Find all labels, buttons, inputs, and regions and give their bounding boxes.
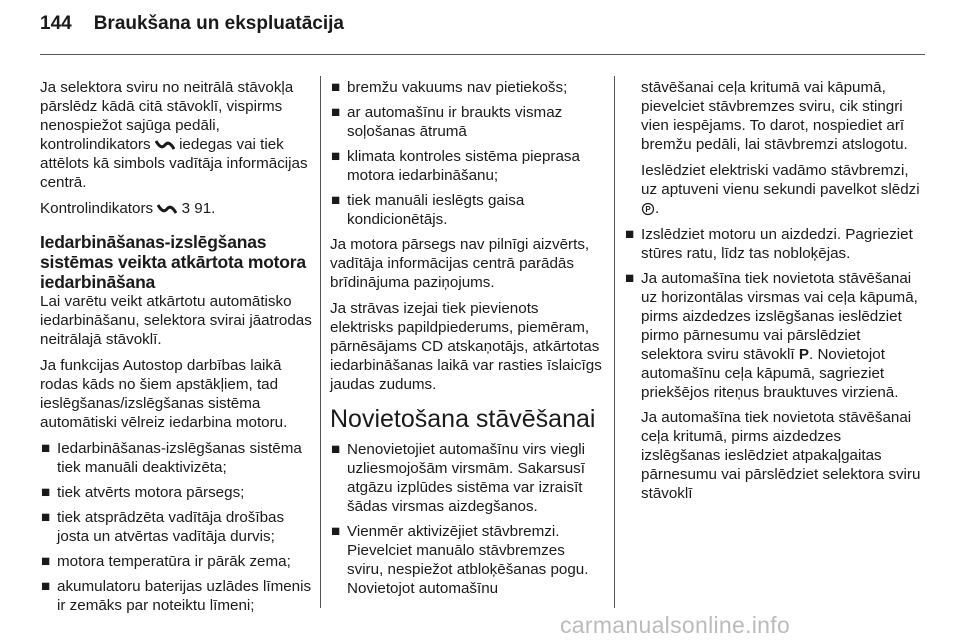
- column-1: [40, 78, 312, 621]
- list-item: [40, 552, 312, 571]
- list-item: [330, 191, 602, 229]
- section-heading-large: Novietošana stāvēšanai: [330, 405, 596, 433]
- list-item: [330, 78, 602, 97]
- bullet-icon: ■: [331, 441, 341, 458]
- paragraph: Ja strāvas izejai tiek pievienots elektrisks papildpiederums, piemēram, pārnēsājams CD atskaņotājs, atkārtotas iedarbināšanas laikā var rasties īslaicīgs jaudas zudums.: [330, 300, 602, 393]
- bullet-icon: ■: [331, 104, 341, 121]
- paragraph: Lai varētu veikt atkārtotu automātisko iedarbināšanu, selektora svirai jāatrodas neitrālajā stāvoklī.: [40, 293, 312, 348]
- list-item-text: . Novietojot automašīnu ceļa kāpumā, sagrieziet priekšējos riteņus brauktuves virzienā.: [641, 346, 899, 401]
- list-item: [624, 225, 924, 263]
- text: Kontrolindikators: [40, 200, 154, 217]
- bullet-icon: ■: [41, 509, 51, 526]
- autostop-indicator-icon: [157, 199, 177, 218]
- condition-list: [40, 439, 312, 615]
- bullet-icon: ■: [625, 226, 635, 243]
- bullet-icon: ■: [41, 578, 51, 595]
- text: iedegas vai tiek attēlots kā simbols vadītāja informācijas centrā.: [40, 136, 308, 191]
- list-item-text: klimata kontroles sistēma pieprasa motora iedarbināšanu;: [347, 148, 580, 184]
- gear-position-p: P: [798, 346, 809, 363]
- list-item-text: tiek manuāli ieslēgts gaisa kondicionētājs.: [347, 192, 525, 228]
- paragraph: [40, 78, 312, 192]
- list-item-text: bremžu vakuums nav pietiekošs;: [347, 79, 568, 96]
- list-item: [624, 269, 924, 402]
- page-title: Braukšana un ekspluatācija: [93, 13, 344, 34]
- bullet-icon: ■: [331, 79, 341, 96]
- list-item: [40, 577, 312, 615]
- list-item: [330, 103, 602, 141]
- paragraph: Ja funkcijas Autostop darbības laikā rodas kāds no šiem apstākļiem, tad ieslēgšanas/izslēgšanas sistēma automātiski vēlreiz iedarbina motoru.: [40, 357, 288, 431]
- page-reference-arrow-icon: 3: [181, 200, 191, 217]
- list-item-text: Iedarbināšanas-izslēgšanas sistēma tiek manuāli deaktivizēta;: [57, 440, 302, 476]
- list-item-text: tiek atvērts motora pārsegs;: [57, 484, 245, 501]
- parking-brake-icon: [641, 199, 655, 218]
- condition-list-continued: [330, 78, 602, 229]
- page-reference[interactable]: 91.: [194, 200, 216, 217]
- list-item-text: ar automašīnu ir braukts vismaz soļošanas ātrumā: [347, 104, 563, 140]
- bullet-icon: ■: [625, 270, 635, 287]
- bullet-icon: ■: [331, 148, 341, 165]
- column-2: [330, 78, 602, 604]
- list-item-text: Nenovietojiet automašīnu virs viegli uzliesmojošām virsmām. Sakarsusī atgāzu izplūdes sistēma var izraisīt šādas virsmas aizdegšanos.: [347, 441, 586, 515]
- list-item-text: Vienmēr aktivizējiet stāvbremzi. Pievelciet manuālo stāvbremzes sviru, nespiežot atbloķēšanas pogu. Novietojot automašīnu: [347, 523, 589, 597]
- bullet-icon: ■: [331, 523, 341, 540]
- list-item: [330, 522, 602, 598]
- parking-list: [330, 440, 602, 598]
- paragraph: [624, 161, 924, 218]
- list-item-text: motora temperatūra ir pārāk zema;: [57, 553, 291, 570]
- list-item: [40, 483, 312, 502]
- section-heading: Iedarbināšanas-izslēgšanas sistēmas veikta atkārtota motora iedarbināšana: [40, 232, 306, 292]
- text: Ieslēdziet elektriski vadāmo stāvbremzi, uz aptuveni vienu sekundi pavelkot slēdzi: [641, 162, 920, 198]
- list-item: [40, 439, 312, 477]
- paragraph: stāvēšanai ceļa kritumā vai kāpumā, pievelciet stāvbremzes sviru, cik stingri vien iespējams. To darot, nospiediet arī bremžu pedāli, lai stāvbremzi atslogotu.: [641, 79, 908, 153]
- list-item: [330, 440, 602, 516]
- list-item-text: Ja automašīna tiek novietota stāvēšanai uz horizontālas virsmas vai ceļa kāpumā, pirms aizdedzes izslēgšanas ieslēdziet pirmo pārnesumu vai pārslēdziet selektora sviru stāvoklī: [641, 270, 918, 363]
- list-item: [330, 147, 602, 185]
- parking-list-continued: [624, 225, 924, 402]
- text: .: [655, 200, 660, 217]
- bullet-icon: ■: [41, 440, 51, 457]
- text: Ja selektora sviru no neitrālā stāvokļa pārslēdz kādā citā stāvoklī, vispirms nenospiežot sajūga pedāli, kontrolindikators: [40, 79, 294, 153]
- watermark[interactable]: carmanualsonline.info: [560, 612, 791, 638]
- column-3: [624, 78, 924, 510]
- list-item-text: tiek atsprādzēta vadītāja drošības josta un atvērtas vadītāja durvis;: [57, 509, 285, 545]
- page-header: [40, 13, 344, 35]
- autostop-indicator-icon: [155, 135, 175, 154]
- column-divider-1: [320, 76, 321, 608]
- list-item-text: Izslēdziet motoru un aizdedzi. Pagrieziet stūres ratu, līdz tas nobloķējas.: [641, 226, 913, 262]
- paragraph: [40, 199, 312, 218]
- header-divider: [40, 54, 925, 55]
- svg-text:P: P: [645, 204, 651, 214]
- page-number: 144: [40, 13, 72, 34]
- list-item: [40, 508, 312, 546]
- column-divider-2: [614, 76, 615, 608]
- bullet-icon: ■: [331, 192, 341, 209]
- paragraph: Ja motora pārsegs nav pilnīgi aizvērts, vadītāja informācijas centrā parādās brīdinājuma paziņojums.: [330, 236, 590, 291]
- bullet-icon: ■: [41, 553, 51, 570]
- bullet-icon: ■: [41, 484, 51, 501]
- paragraph: Ja automašīna tiek novietota stāvēšanai ceļa kritumā, pirms aizdedzes izslēgšanas ieslēdziet atpakaļgaitas pārnesumu vai pārslēdziet selektora sviru stāvoklī: [641, 409, 921, 502]
- list-item-text: akumulatoru baterijas uzlādes līmenis ir zemāks par noteiktu līmeni;: [57, 578, 312, 614]
